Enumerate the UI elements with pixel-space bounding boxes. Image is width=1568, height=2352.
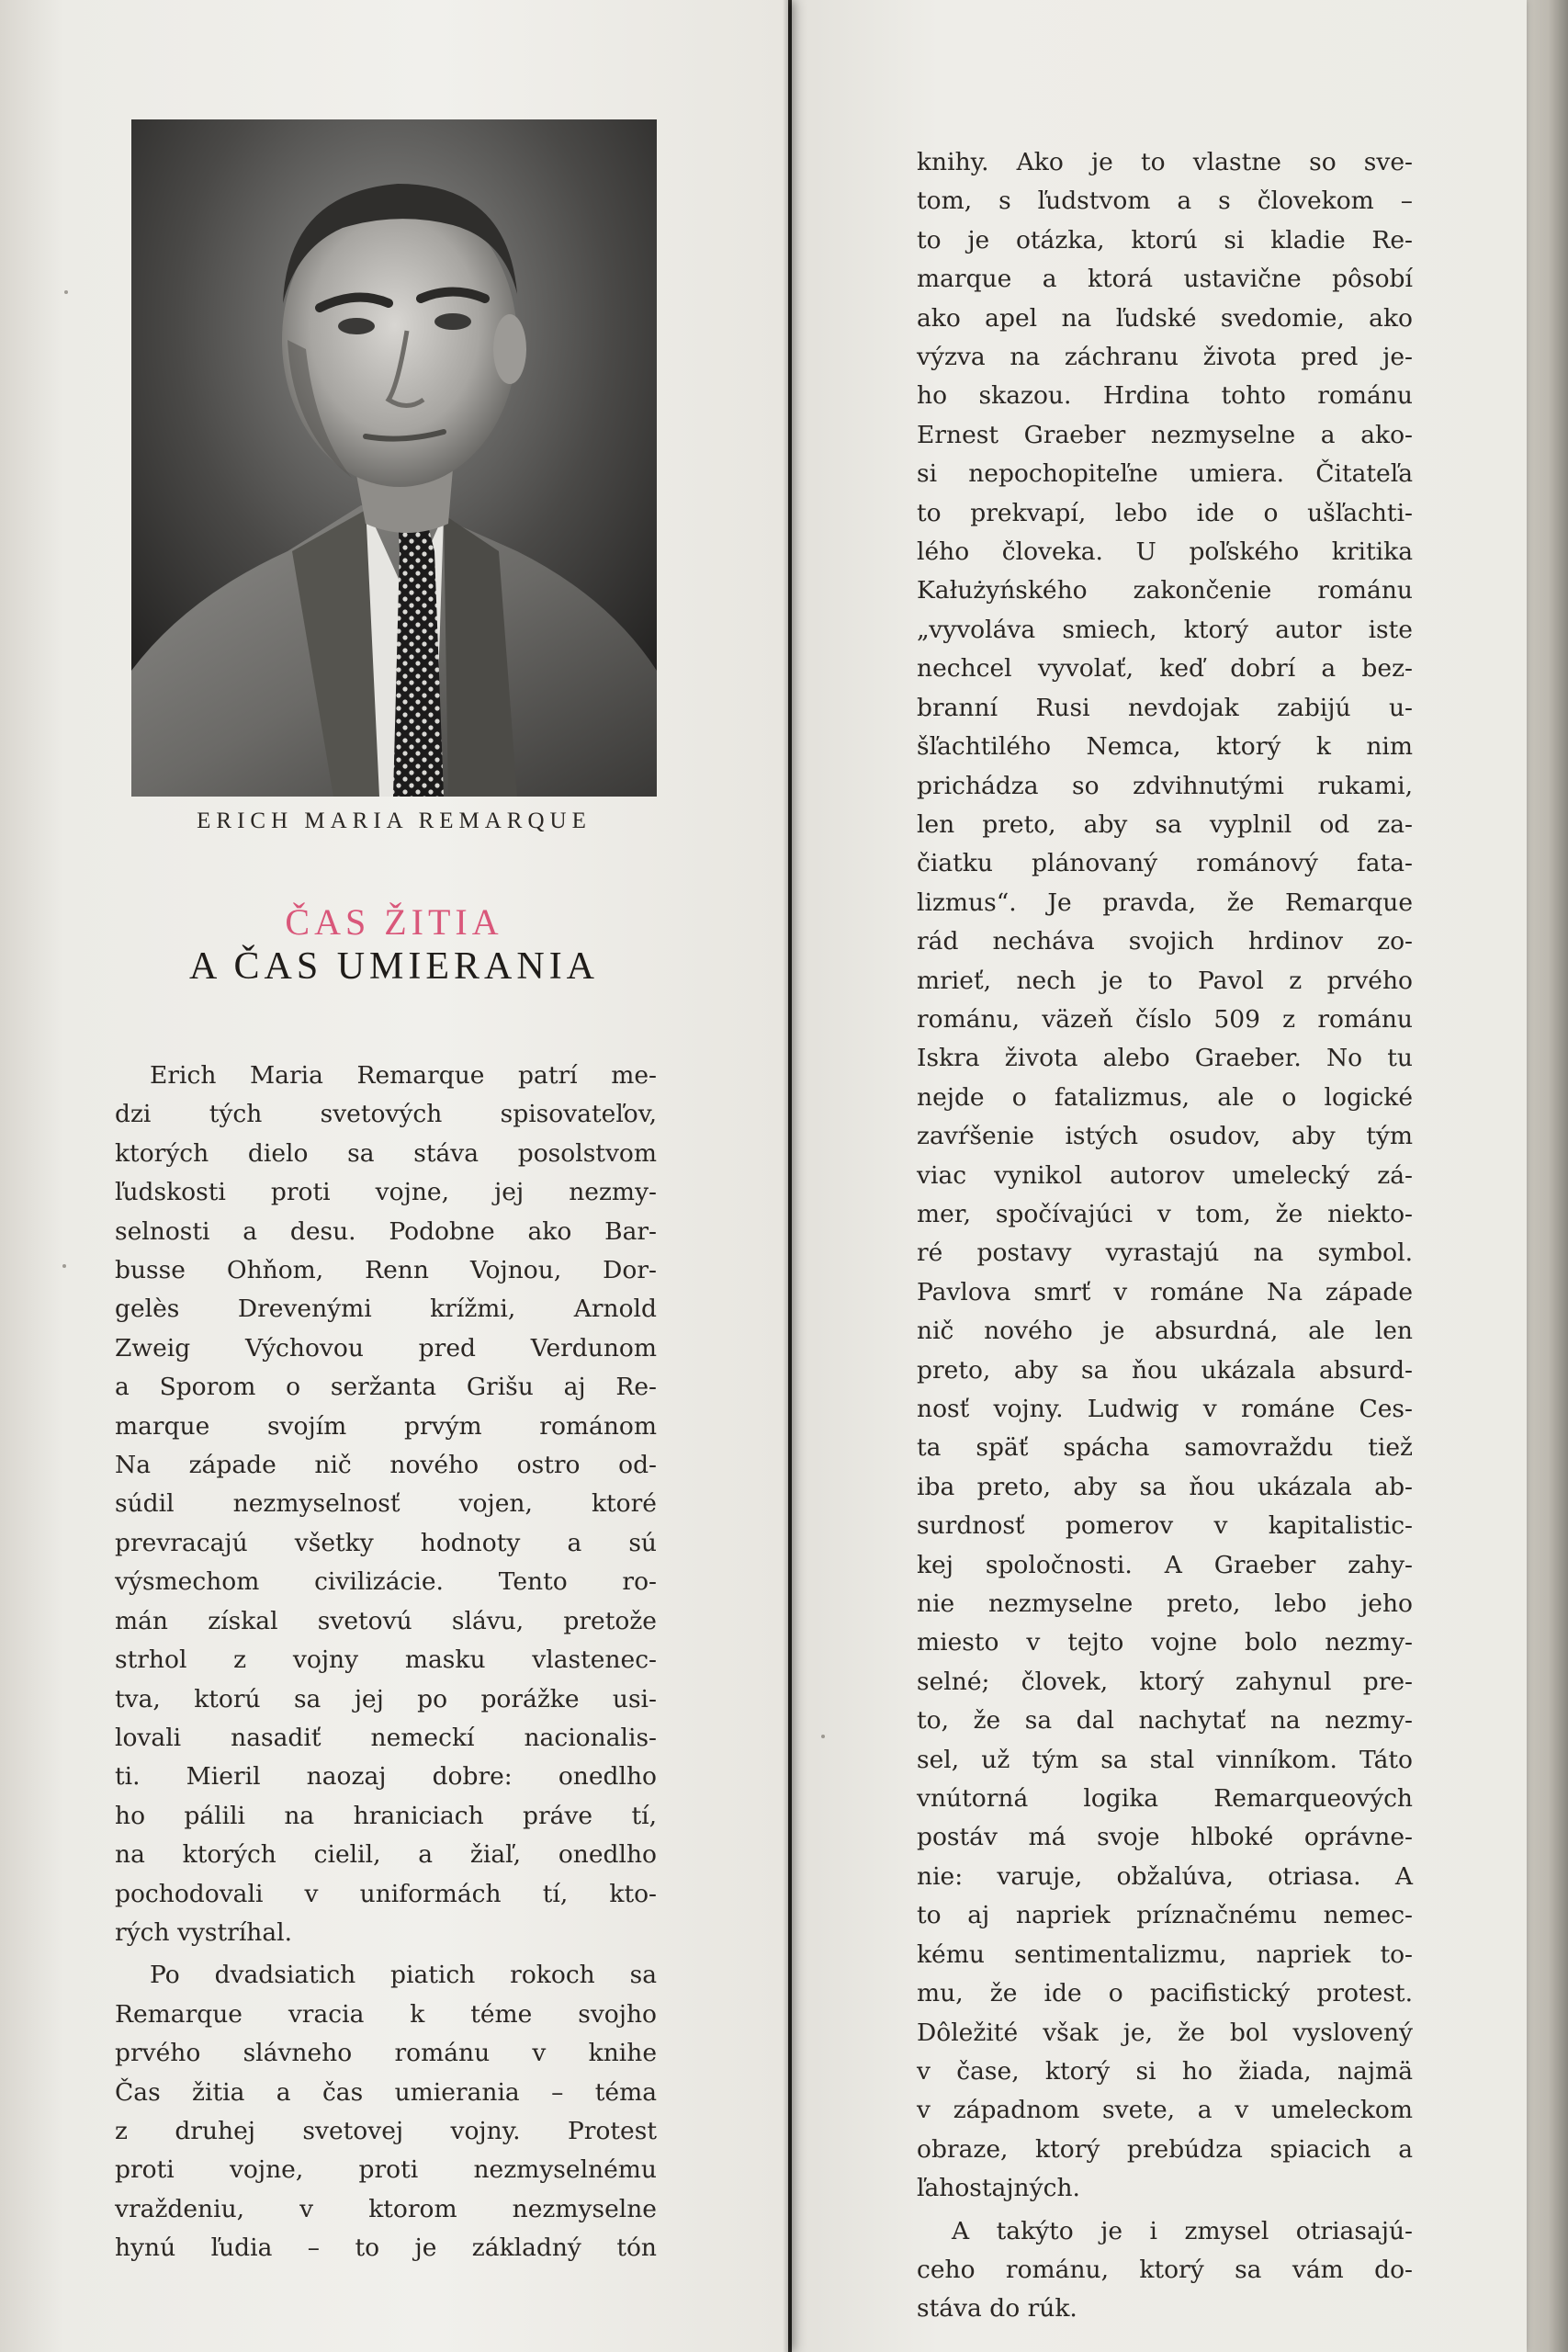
text-line: a Sporom o seržanta Grišu aj Re- <box>115 1373 657 1402</box>
portrait-illustration <box>131 119 657 797</box>
book-title-line2: A ČAS UMIERANIA <box>188 945 600 988</box>
text-line: marque svojím prvým románom <box>115 1411 657 1441</box>
author-portrait <box>131 119 657 797</box>
book-title-line1: ČAS ŽITIA <box>285 901 503 943</box>
text-line: výsmechom civilizácie. Tento ro- <box>115 1567 657 1597</box>
text-line: surdnosť pomerov v kapitalistic- <box>917 1511 1413 1541</box>
text-line: vraždeniu, v ktorom nezmyselne <box>115 2194 657 2223</box>
text-line: ktorých dielo sa stáva posolstvom <box>115 1138 657 1168</box>
text-line: Kałużyńského zakončenie románu <box>917 576 1413 605</box>
text-line: to prekvapí, lebo ide o ušľachti- <box>917 498 1413 527</box>
text-line: to, že sa dal nachytať na nezmy- <box>917 1706 1413 1736</box>
text-line: lého človeka. U poľského kritika <box>917 537 1413 567</box>
text-line: branní Rusi nevdojak zabijú u- <box>917 693 1413 722</box>
dust-speck <box>821 1735 825 1738</box>
text-line: kej spoločnosti. A Graeber zahy- <box>917 1550 1413 1579</box>
text-line: viac vynikol autorov umelecký zá- <box>917 1160 1413 1190</box>
blurb-paragraph <box>917 143 1413 2209</box>
text-line: nie nezmyselne preto, lebo jeho <box>917 1589 1413 1619</box>
text-line: gelès Drevenými krížmi, Arnold <box>115 1295 657 1324</box>
text-line: prvého slávneho románu v knihe <box>115 2039 657 2068</box>
text-line: prichádza so zdvihnutými rukami, <box>917 771 1413 800</box>
text-line: rých vystríhal. <box>115 1917 293 1947</box>
text-line: šľachtilého Nemca, ktorý k nim <box>917 732 1413 762</box>
text-line: z druhej svetovej vojny. Protest <box>115 2116 657 2145</box>
text-line: selné; človek, ktorý zahynul pre- <box>917 1667 1413 1696</box>
text-line: Ernest Graeber nezmyselne a ako- <box>917 420 1413 449</box>
text-line: A takýto je i zmysel otriasajú- <box>952 2216 1413 2245</box>
text-line: lovali nasadiť nemeckí nacionalis- <box>115 1723 657 1752</box>
text-line: tva, ktorú sa jej po porážke usi- <box>115 1684 657 1713</box>
text-line: nosť vojny. Ludwig v románe Ces- <box>917 1395 1413 1423</box>
blurb-paragraph <box>917 2212 1413 2329</box>
text-line: Erich Maria Remarque patrí me- <box>150 1061 657 1090</box>
text-line: iba preto, aby sa ňou ukázala ab- <box>917 1472 1413 1501</box>
text-line: ti. Mieril naozaj dobre: onedlho <box>115 1762 657 1792</box>
text-line: to aj napriek príznačnému nemec- <box>917 1901 1413 1930</box>
text-line: zavŕšenie istých osudov, aby tým <box>917 1122 1413 1151</box>
text-line: prevracajú všetky hodnoty a sú <box>115 1528 657 1557</box>
text-line: nejde o fatalizmus, ale o logické <box>917 1082 1413 1112</box>
text-line: Dôležité však je, že bol vyslovený <box>917 2018 1413 2047</box>
text-line: proti vojne, proti nezmyselnému <box>115 2155 657 2185</box>
text-line: Remarque vracia k téme svojho <box>115 1999 657 2029</box>
text-line: mrieť, nech je to Pavol z prvého <box>917 966 1413 995</box>
text-line: postáv má svoje hlboké oprávne- <box>917 1823 1413 1852</box>
text-line: v západnom svete, a v umeleckom <box>917 2096 1413 2125</box>
text-line: busse Ohňom, Renn Vojnou, Dor- <box>115 1256 657 1285</box>
text-line: mer, spočívajúci v tom, že niekto- <box>917 1199 1413 1228</box>
text-line: Na západe nič nového ostro od- <box>115 1451 657 1480</box>
text-line: tom, s ľudstvom a s človekom – <box>917 187 1413 216</box>
text-line: nie: varuje, obžalúva, otriasa. A <box>917 1861 1413 1891</box>
text-line: nechcel vyvolať, keď dobrí a bez- <box>917 654 1413 684</box>
text-line: vnútorná logika Remarqueových <box>917 1784 1413 1814</box>
text-line: ré postavy vyrastajú na symbol. <box>917 1238 1413 1268</box>
text-line: Čas žitia a čas umierania – téma <box>115 2077 657 2107</box>
text-line: obraze, ktorý prebúdza spiacich a <box>917 2134 1413 2164</box>
text-line: čiatku plánovaný románový fata- <box>917 849 1413 878</box>
text-line: mán získal svetovú slávu, pretože <box>115 1606 657 1635</box>
text-line: lizmus“. Je pravda, že Remarque <box>917 888 1413 917</box>
text-line: kému sentimentalizmu, napriek to- <box>917 1939 1413 1969</box>
text-line: marque a ktorá ustavične pôsobí <box>917 265 1413 294</box>
text-line: ľudskosti proti vojne, jej nezmy- <box>115 1178 657 1207</box>
text-line: pochodovali v uniformách tí, kto- <box>115 1879 657 1908</box>
text-line: ceho románu, ktorý sa vám do- <box>917 2255 1413 2284</box>
blurb-paragraph <box>115 1057 657 1952</box>
text-line: stáva do rúk. <box>917 2294 1077 2324</box>
text-line: výzva na záchranu života pred je- <box>917 343 1413 372</box>
text-line: ľahostajných. <box>917 2174 1080 2203</box>
text-line: ho pálili na hraniciach práve tí, <box>115 1801 657 1830</box>
text-line: hynú ľudia – to je základný tón <box>115 2233 657 2263</box>
dust-speck <box>64 290 68 294</box>
text-line: Pavlova smrť v románe Na západe <box>917 1277 1413 1306</box>
text-line: len preto, aby sa vyplnil od za- <box>917 809 1413 839</box>
text-line: strhol z vojny masku vlastenec- <box>115 1645 657 1675</box>
text-line: nič nového je absurdná, ale len <box>917 1317 1413 1346</box>
text-line: knihy. Ako je to vlastne so sve- <box>917 148 1413 176</box>
text-line: v čase, ktorý si ho žiada, najmä <box>917 2056 1413 2086</box>
left-blurb-column <box>115 1057 657 2268</box>
text-line: selnosti a desu. Podobne ako Bar- <box>115 1216 657 1246</box>
blurb-paragraph <box>115 1956 657 2267</box>
text-line: románu, väzeň číslo 509 z románu <box>917 1004 1413 1034</box>
text-line: Zweig Výchovou pred Verdunom <box>115 1333 657 1363</box>
text-line: ho skazou. Hrdina tohto románu <box>917 381 1413 411</box>
text-line: preto, aby sa ňou ukázala absurd- <box>917 1355 1413 1385</box>
text-line: ta späť spácha samovraždu tiež <box>917 1433 1413 1463</box>
dust-speck <box>62 1264 66 1268</box>
text-line: to je otázka, ktorú si kladie Re- <box>917 225 1413 254</box>
text-line: sel, už tým sa stal vinníkom. Táto <box>917 1745 1413 1774</box>
text-line: Iskra života alebo Graeber. No tu <box>917 1044 1413 1073</box>
author-caption: ERICH MARIA REMARQUE <box>197 808 592 833</box>
text-line: miesto v tejto vojne bolo nezmy- <box>917 1628 1413 1657</box>
text-line: na ktorých cielil, a žiaľ, onedlho <box>115 1840 657 1870</box>
text-line: „vyvoláva smiech, ktorý autor iste <box>917 615 1413 644</box>
text-line: si nepochopiteľne umiera. Čitateľa <box>917 459 1413 489</box>
text-line: mu, že ide o pacifistický protest. <box>917 1979 1413 2008</box>
text-line: súdil nezmyselnosť vojen, ktoré <box>115 1489 657 1519</box>
text-line: rád necháva svojich hrdinov zo- <box>917 927 1413 956</box>
text-line: Po dvadsiatich piatich rokoch sa <box>150 1961 657 1990</box>
text-line: dzi tých svetových spisovateľov, <box>115 1100 657 1129</box>
right-blurb-column <box>917 143 1413 2329</box>
text-line: ako apel na ľudské svedomie, ako <box>917 303 1413 333</box>
